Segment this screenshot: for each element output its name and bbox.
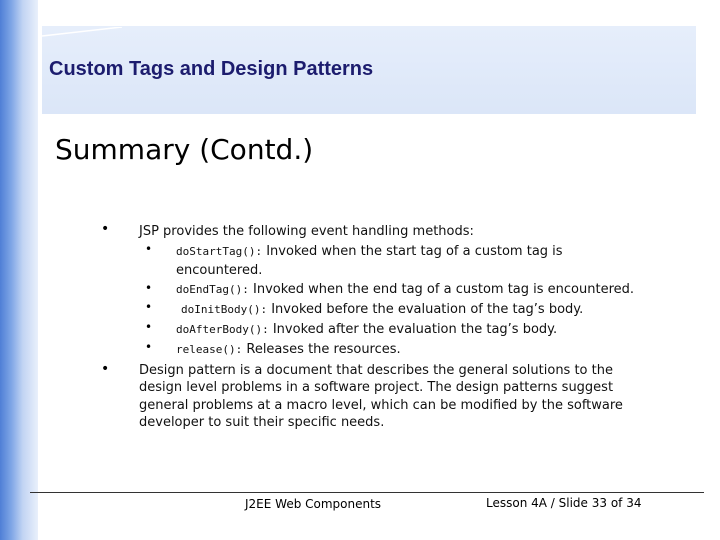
bullet2-line: Design pattern is a document that describes the general solutions to the bbox=[139, 363, 613, 378]
method-name: doEndTag(): bbox=[176, 283, 249, 296]
method-item bbox=[181, 301, 583, 319]
bullet2-line: developer to suit their specific needs. bbox=[139, 415, 385, 430]
method-name: release(): bbox=[176, 343, 243, 356]
method-desc: Invoked when the end tag of a custom tag is encountered. bbox=[248, 282, 635, 297]
method-desc-cont: encountered. bbox=[176, 263, 263, 278]
bullet-marker: • bbox=[101, 361, 110, 377]
bullet1-text: JSP provides the following event handling methods: bbox=[139, 224, 474, 239]
sub-bullet-marker: • bbox=[145, 242, 153, 256]
header-title: Custom Tags and Design Patterns bbox=[49, 58, 374, 80]
method-desc: Invoked before the evaluation of the tag’s body. bbox=[267, 302, 584, 317]
sub-bullet-marker: • bbox=[145, 281, 153, 295]
bullet2-line: general problems at a macro level, which can be modified by the software bbox=[139, 398, 623, 413]
sub-bullet-marker: • bbox=[145, 320, 153, 334]
sub-bullet-marker: • bbox=[145, 300, 153, 314]
method-item bbox=[176, 243, 563, 261]
left-decor-bar bbox=[0, 0, 38, 540]
footer-course: J2EE Web Components bbox=[245, 497, 382, 511]
method-name: doStartTag(): bbox=[176, 245, 263, 258]
method-desc: Releases the resources. bbox=[242, 342, 401, 357]
method-item bbox=[176, 341, 401, 359]
method-name: doInitBody(): bbox=[181, 303, 268, 316]
sub-bullet-marker: • bbox=[145, 340, 153, 354]
method-name: doAfterBody(): bbox=[176, 323, 269, 336]
method-desc: Invoked when the start tag of a custom tag is bbox=[262, 244, 563, 259]
header-accent-line bbox=[42, 27, 122, 37]
bullet2-line: design level problems in a software project. The design patterns suggest bbox=[139, 380, 614, 395]
slide-title: Summary (Contd.) bbox=[55, 133, 314, 166]
footer-divider bbox=[30, 492, 704, 493]
method-desc: Invoked after the evaluation the tag’s body. bbox=[268, 322, 558, 337]
method-item bbox=[176, 281, 634, 299]
bullet-marker: • bbox=[101, 221, 110, 237]
method-item bbox=[176, 321, 557, 339]
footer-slide-number: Lesson 4A / Slide 33 of 34 bbox=[486, 496, 642, 510]
